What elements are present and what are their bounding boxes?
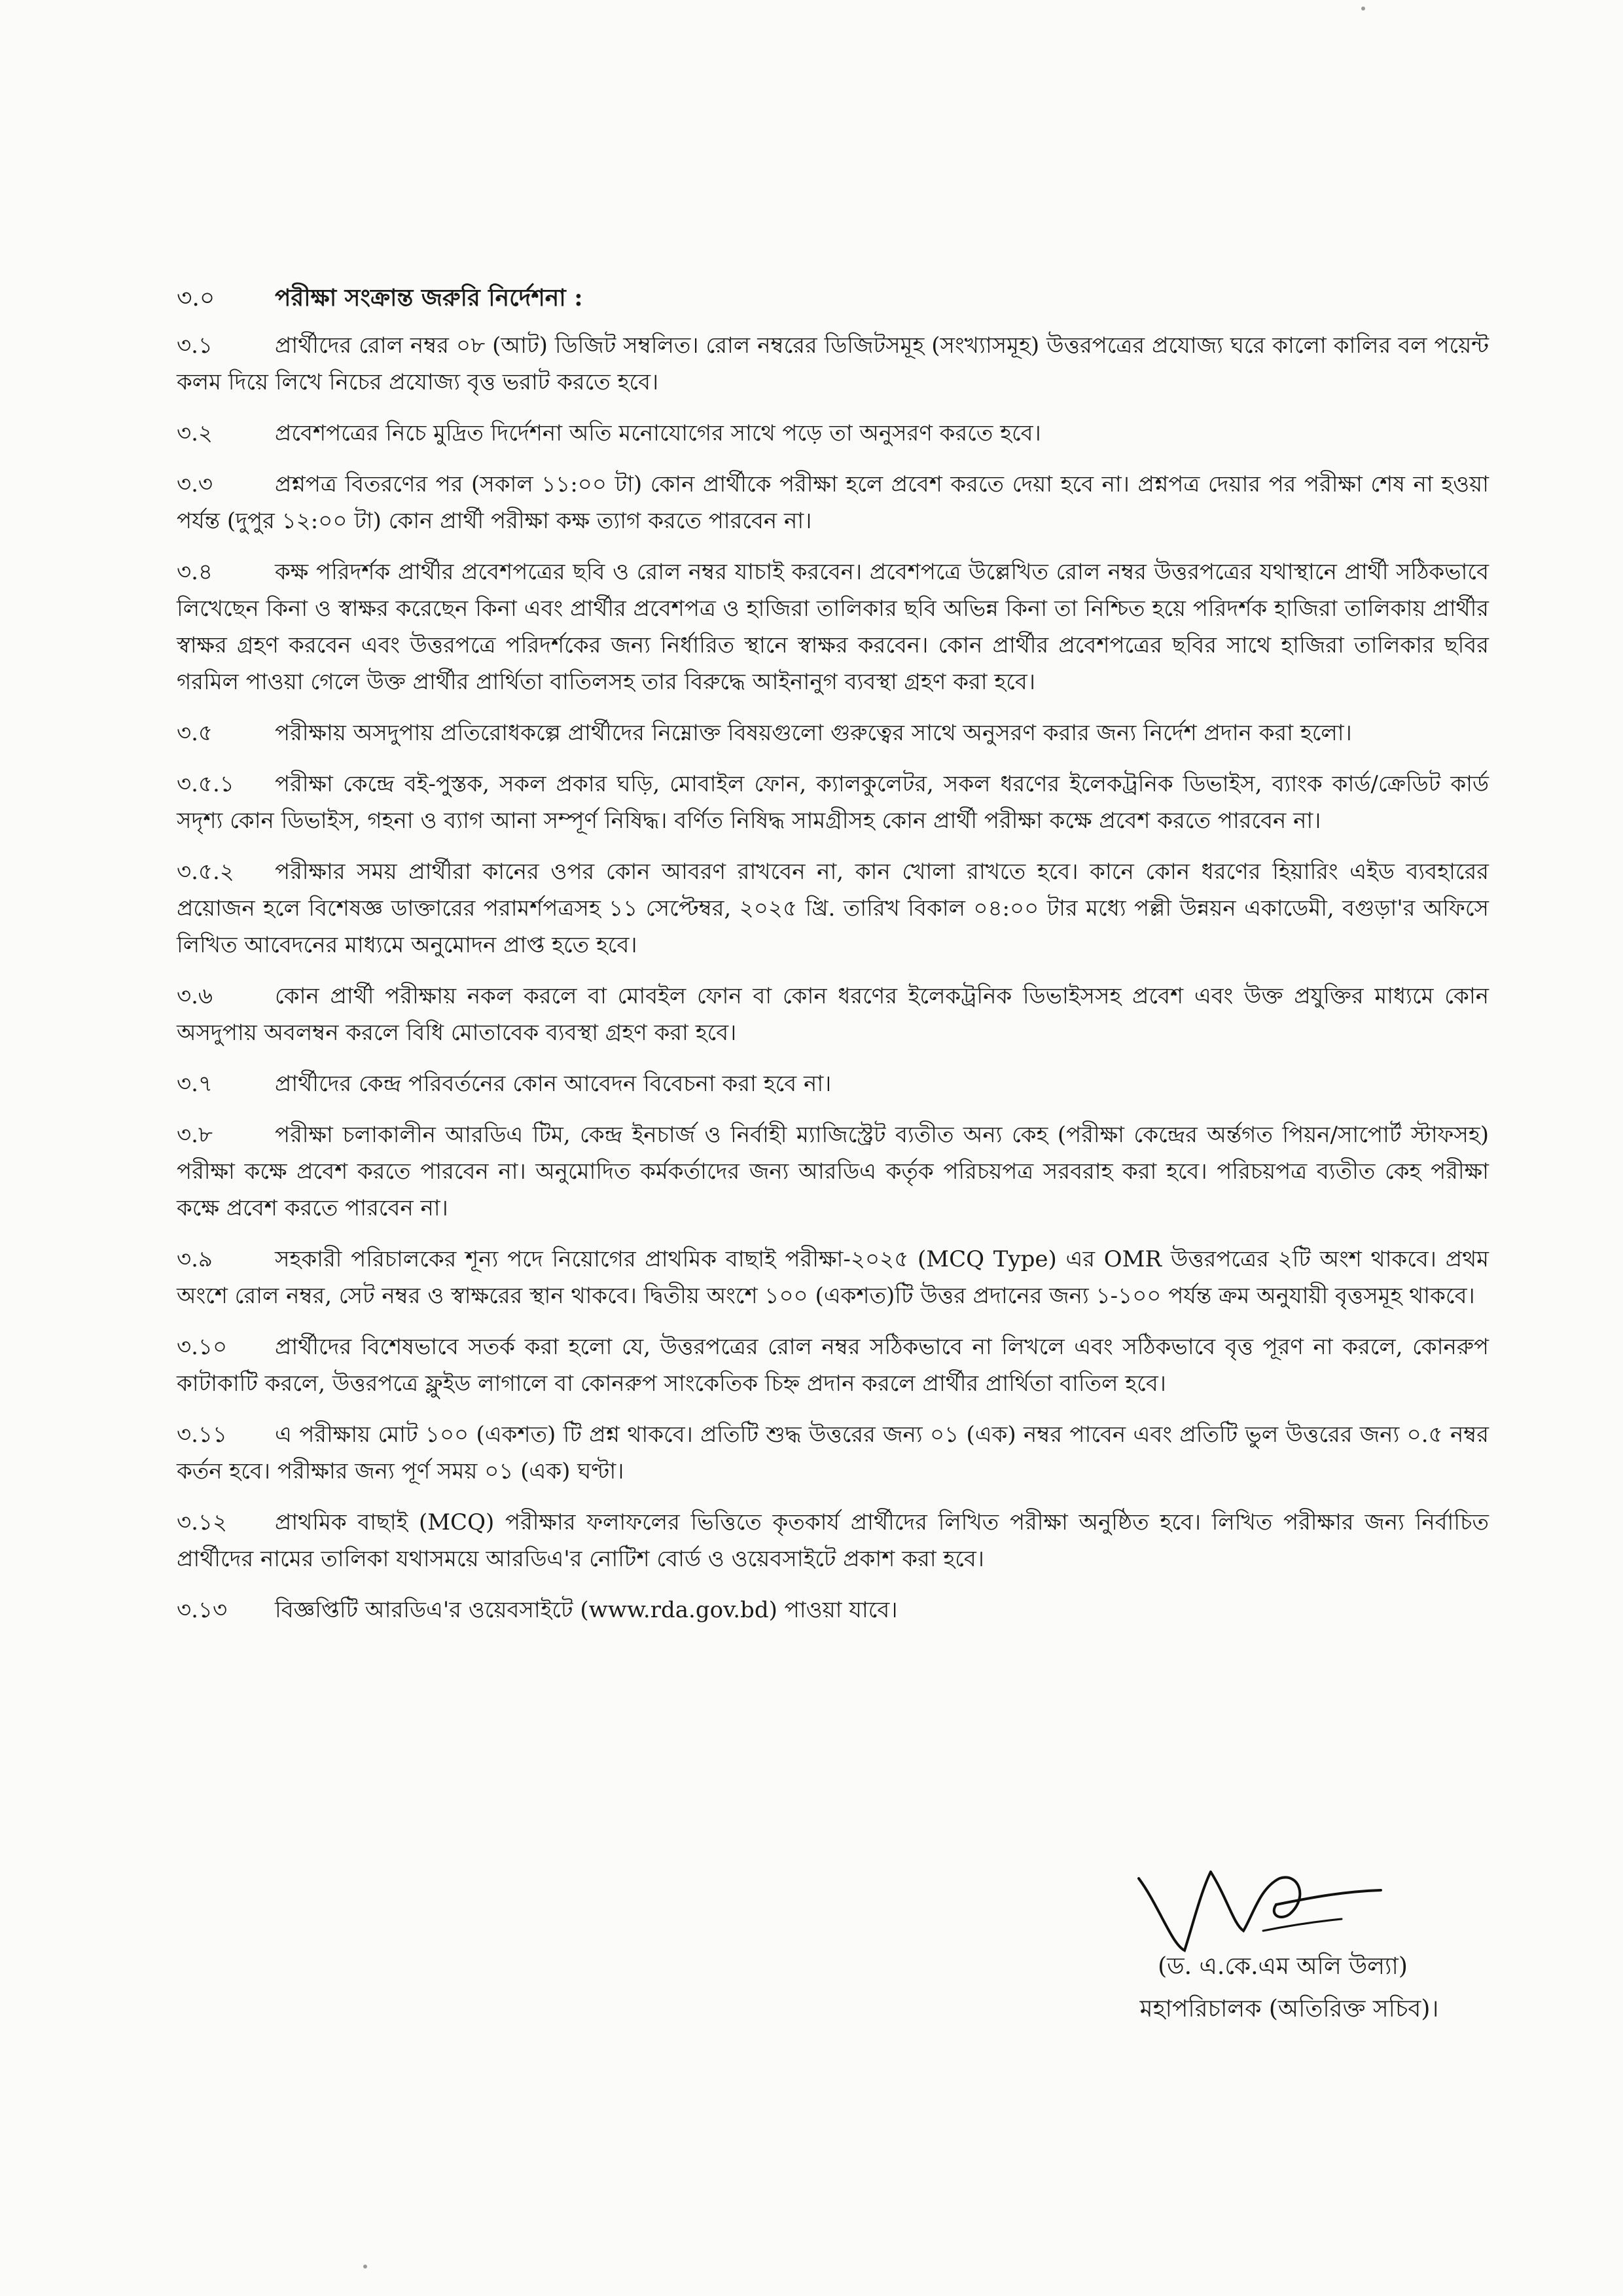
instruction-text: প্রার্থীদের বিশেষভাবে সতর্ক করা হলো যে, উত্তরপত্রের রোল নম্বর সঠিকভাবে না লিখলে এবং সঠিকভাবে বৃত্ত পূরণ না করলে, কোনরুপ কাটাকাটি করলে, উত্তরপত্রে ফ্লুইড লাগালে বা কোনরুপ সাংকেতিক চিহ্ন প্রদান করলে প্রার্থীর প্রার্থিতা বাতিল হবে।	[177, 1334, 1489, 1397]
instruction-number: ৩.১	[177, 332, 213, 359]
instruction-number: ৩.৭	[177, 1071, 213, 1097]
instruction-number: ৩.৬	[177, 983, 213, 1009]
instruction-item	[177, 415, 1489, 452]
instruction-number: ৩.১৩	[177, 1597, 228, 1623]
instruction-item	[177, 1329, 1489, 1402]
instruction-number: ৩.১০	[177, 1334, 228, 1360]
instruction-item	[177, 715, 1489, 751]
instruction-number: ৩.৪	[177, 559, 213, 585]
instructions-list	[177, 327, 1489, 1643]
instruction-text: প্রবেশপত্রের নিচে মুদ্রিত দির্দেশনা অতি মনোযোগের সাথে পড়ে তা অনুসরণ করতে হবে।	[275, 420, 1041, 446]
instruction-number: ৩.১২	[177, 1509, 228, 1535]
instruction-text: কোন প্রার্থী পরীক্ষায় নকল করলে বা মোবইল ফোন বা কোন ধরণের ইলেকট্রনিক ডিভাইসসহ প্রবেশ এবং উক্ত প্রযুক্তির মাধ্যমে কোন অসদুপায় অবলম্বন করলে বিধি মোতাবেক ব্যবস্থা গ্রহণ করা হবে।	[177, 983, 1489, 1046]
instruction-number: ৩.১১	[177, 1422, 228, 1448]
instruction-item	[177, 1117, 1489, 1227]
instruction-text: পরীক্ষায় অসদুপায় প্রতিরোধকল্পে প্রার্থীদের নিম্নোক্ত বিষয়গুলো গুরুত্বের সাথে অনুসরণ করার জন্য নির্দেশ প্রদান করা হলো।	[275, 720, 1352, 746]
instruction-number: ৩.৯	[177, 1246, 213, 1272]
signatory-designation: মহাপরিচালক (অতিরিক্ত সচিব)।	[1139, 1996, 1439, 2022]
instruction-text: সহকারী পরিচালকের শূন্য পদে নিয়োগের প্রাথমিক বাছাই পরীক্ষা-২০২৫ (MCQ Type) এর OMR উত্তরপত্রের ২টি অংশ থাকবে। প্রথম অংশে রোল নম্বর, সেট নম্বর ও স্বাক্ষরের স্থান থাকবে। দ্বিতীয় অংশে ১০০ (একশত)টি উত্তর প্রদানের জন্য ১-১০০ পর্যন্ত ক্রম অনুযায়ী বৃত্তসমূহ থাকবে।	[177, 1246, 1489, 1309]
instruction-item	[177, 853, 1489, 963]
instruction-item	[177, 1504, 1489, 1577]
instruction-text: এ পরীক্ষায় মোট ১০০ (একশত) টি প্রশ্ন থাকবে। প্রতিটি শুদ্ধ উত্তরের জন্য ০১ (এক) নম্বর পাবেন এবং প্রতিটি ভুল উত্তরের জন্য ০.৫ নম্বর কর্তন হবে। পরীক্ষার জন্য পূর্ণ সময় ০১ (এক) ঘণ্টা।	[177, 1422, 1489, 1484]
section-title: পরীক্ষা সংক্রান্ত জরুরি নির্দেশনা :	[275, 284, 583, 312]
instruction-item	[177, 1066, 1489, 1102]
instruction-text: কক্ষ পরিদর্শক প্রার্থীর প্রবেশপত্রের ছবি ও রোল নম্বর যাচাই করবেন। প্রবেশপত্রে উল্লেখিত রোল নম্বর উত্তরপত্রের যথাস্থানে প্রার্থী সঠিকভাবে লিখেছেন কিনা ও স্বাক্ষর করেছেন কিনা এবং প্রার্থীর প্রবেশপত্র ও হাজিরা তালিকার ছবি অভিন্ন কিনা তা নিশ্চিত হয়ে পরিদর্শক হাজিরা তালিকায় প্রার্থীর স্বাক্ষর গ্রহণ করবেন এবং উত্তরপত্রে পরিদর্শকের জন্য নির্ধারিত স্থানে স্বাক্ষর করবেন। কোন প্রার্থীর প্রবেশপত্রের ছবির সাথে হাজিরা তালিকার ছবির গরমিল পাওয়া গেলে উক্ত প্রার্থীর প্রার্থিতা বাতিলসহ তার বিরুদ্ধে আইনানুগ ব্যবস্থা গ্রহণ করা হবে।	[177, 559, 1489, 695]
instruction-item	[177, 1241, 1489, 1314]
instruction-text: পরীক্ষা কেন্দ্রে বই-পুস্তক, সকল প্রকার ঘড়ি, মোবাইল ফোন, ক্যালকুলেটর, সকল ধরণের ইলেকট্রনিক ডিভাইস, ব্যাংক কার্ড/ক্রেডিট কার্ড সদৃশ্য কোন ডিভাইস, গহনা ও ব্যাগ আনা সম্পূর্ণ নিষিদ্ধ। বর্ণিত নিষিদ্ধ সামগ্রীসহ কোন প্রার্থী পরীক্ষা কক্ষে প্রবেশ করতে পারবেন না।	[177, 771, 1489, 834]
instruction-item	[177, 766, 1489, 839]
section-number: ৩.০	[177, 285, 215, 312]
instruction-number: ৩.৮	[177, 1122, 213, 1148]
instruction-text: প্রাথমিক বাছাই (MCQ) পরীক্ষার ফলাফলের ভিত্তিতে কৃতকার্য প্রার্থীদের লিখিত পরীক্ষা অনুষ্ঠিত হবে। লিখিত পরীক্ষার জন্য নির্বাচিত প্রার্থীদের নামের তালিকা যথাসময়ে আরডিএ'র নোটিশ বোর্ড ও ওয়েবসাইটে প্রকাশ করা হবে।	[177, 1509, 1489, 1572]
instruction-number: ৩.৩	[177, 471, 213, 497]
scan-speck	[363, 2265, 367, 2269]
instruction-number: ৩.২	[177, 420, 213, 446]
instruction-text: প্রার্থীদের রোল নম্বর ০৮ (আট) ডিজিট সম্বলিত। রোল নম্বরের ডিজিটসমূহ (সংখ্যাসমূহ) উত্তরপত্রের প্রযোজ্য ঘরে কালো কালির বল পয়েন্ট কলম দিয়ে লিখে নিচের প্রযোজ্য বৃত্ত ভরাট করতে হবে।	[177, 332, 1489, 395]
instruction-number: ৩.৫	[177, 720, 213, 746]
instruction-item	[177, 327, 1489, 401]
instruction-text: বিজ্ঞপ্তিটি আরডিএ'র ওয়েবসাইটে (www.rda.gov.bd) পাওয়া যাবে।	[275, 1597, 898, 1623]
instruction-item	[177, 1592, 1489, 1628]
instruction-item	[177, 1416, 1489, 1490]
instruction-text: পরীক্ষা চলাকালীন আরডিএ টিম, কেন্দ্র ইনচার্জ ও নির্বাহী ম্যাজিস্ট্রেট ব্যতীত অন্য কেহ (পরীক্ষা কেন্দ্রের অর্ন্তগত পিয়ন/সাপোর্ট স্টাফসহ) পরীক্ষা কক্ষে প্রবেশ করতে পারবেন না। অনুমোদিত কর্মকর্তাদের জন্য আরডিএ কর্তৃক পরিচয়পত্র সরবরাহ করা হবে। পরিচয়পত্র ব্যতীত কেহ পরীক্ষা কক্ষে প্রবেশ করতে পারবেন না।	[177, 1122, 1489, 1221]
section-heading	[177, 278, 1486, 318]
signatory-name: (ড. এ.কে.এম অলি উল্যা)	[1158, 1953, 1408, 1980]
instruction-item	[177, 554, 1489, 700]
instruction-text: পরীক্ষার সময় প্রার্থীরা কানের ওপর কোন আবরণ রাখবেন না, কান খোলা রাখতে হবে। কানে কোন ধরণের হিয়ারিং এইড ব্যবহারের প্রয়োজন হলে বিশেষজ্ঞ ডাক্তারের পরামর্শপত্রসহ ১১ সেপ্টেম্বর, ২০২৫ খ্রি. তারিখ বিকাল ০৪:০০ টার মধ্যে পল্লী উন্নয়ন একাডেমী, বগুড়া'র অফিসে লিখিত আবেদনের মাধ্যমে অনুমোদন প্রাপ্ত হতে হবে।	[177, 859, 1489, 958]
instruction-number: ৩.৫.২	[177, 859, 234, 885]
instruction-number: ৩.৫.১	[177, 771, 234, 797]
instruction-item	[177, 978, 1489, 1051]
instruction-item	[177, 466, 1489, 539]
scan-speck	[1361, 7, 1365, 10]
instruction-text: প্রার্থীদের কেন্দ্র পরিবর্তনের কোন আবেদন বিবেচনা করা হবে না।	[275, 1071, 832, 1097]
instruction-text: প্রশ্নপত্র বিতরণের পর (সকাল ১১:০০ টা) কোন প্রার্থীকে পরীক্ষা হলে প্রবেশ করতে দেয়া হবে না। প্রশ্নপত্র দেয়ার পর পরীক্ষা শেষ না হওয়া পর্যন্ত (দুপুর ১২:০০ টা) কোন প্রার্থী পরীক্ষা কক্ষ ত্যাগ করতে পারবেন না।	[177, 471, 1489, 534]
